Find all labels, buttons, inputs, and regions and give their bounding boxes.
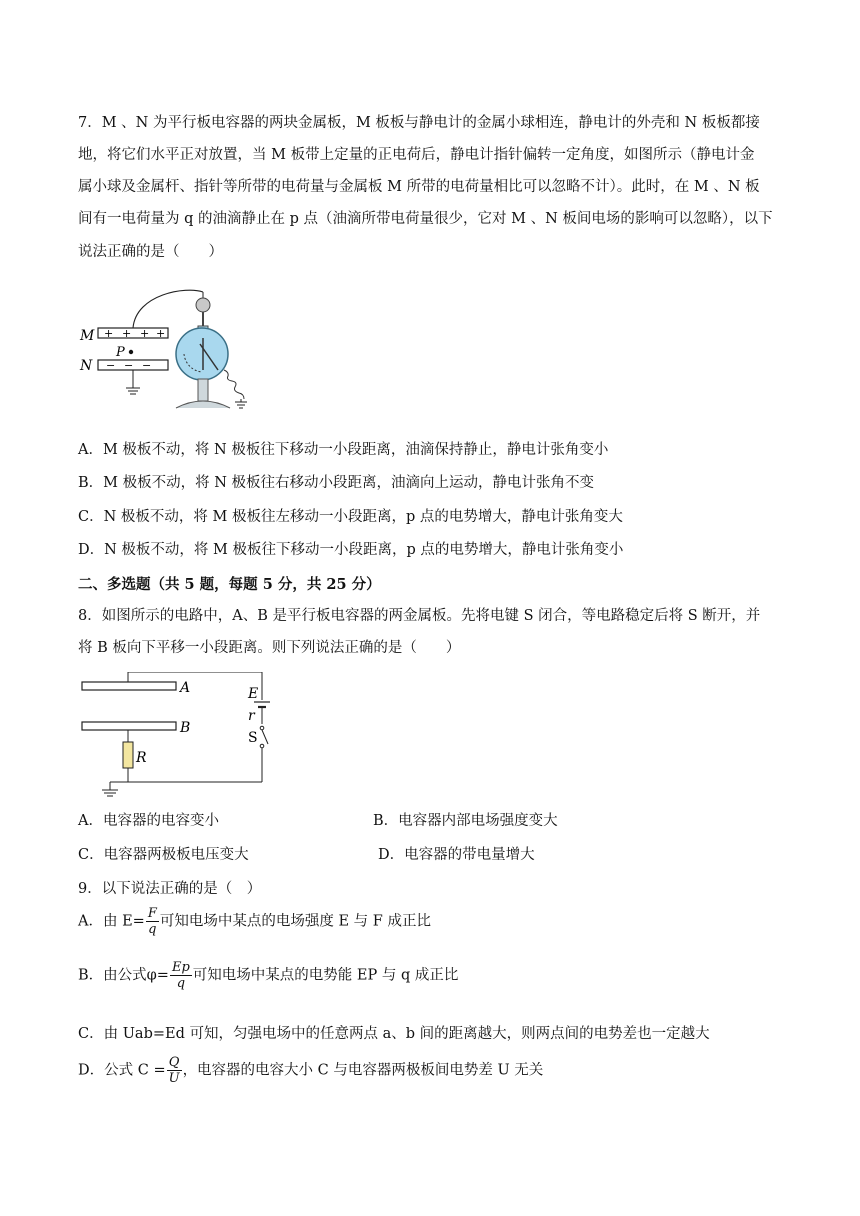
oil-drop	[129, 350, 133, 354]
fraction-numerator: F	[147, 906, 157, 921]
resistor-r	[123, 742, 133, 768]
q7-line-2: 地，将它们水平正对放置，当 M 板带上定量的正电荷后，静电计指针偏转一定角度，如图所示（静电计金	[78, 147, 755, 163]
q9-stem: 9．以下说法正确的是（ ）	[78, 881, 262, 897]
label-s: S	[248, 730, 258, 746]
svg-text:−: −	[142, 359, 152, 372]
svg-text:+: +	[156, 327, 166, 340]
switch	[262, 730, 268, 744]
svg-text:−: −	[106, 359, 116, 372]
q7-option-d: D．N 极板不动，将 M 极板往下移动一小段距离，p 点的电势增大，静电计张角变小	[78, 542, 624, 558]
label-n: N	[80, 358, 93, 374]
q9-option-d	[78, 1055, 543, 1086]
q7-line-3: 属小球及金属杆、指针等所带的电荷量与金属板 M 所带的电荷量相比可以忽略不计）。此时，在 M 、N 板	[78, 179, 760, 195]
label-p: P	[116, 345, 125, 360]
q7-line-4: 间有一电荷量为 q 的油滴静止在 p 点（油滴所带电荷量很少，它对 M 、N 板间电场的影响可以忽略），以下	[78, 211, 773, 227]
q7-option-b: B．M 极板不动，将 N 极板往右移动小段距离，油滴向上运动，静电计张角不变	[78, 475, 595, 491]
label-r: r	[248, 708, 255, 724]
q8-option-c: C．电容器两极板电压变大	[78, 847, 249, 863]
fraction-denominator: U	[168, 1071, 180, 1086]
label-resistor: R	[136, 750, 147, 766]
q9-a-suffix: 可知电场中某点的电场强度 E 与 F 成正比	[159, 913, 431, 930]
label-e: E	[248, 686, 259, 702]
electroscope-ball	[196, 298, 210, 312]
svg-text:+: +	[104, 327, 114, 340]
fraction-f-over-q	[146, 906, 159, 937]
section-heading: 二、多选题（共 5 题，每题 5 分，共 25 分）	[78, 576, 381, 593]
q7-option-c: C．N 极板不动，将 M 极板往左移动一小段距离，p 点的电势增大，静电计张角变大	[78, 509, 623, 525]
q7-line-1: 7．M 、N 为平行板电容器的两块金属板，M 板板与静电计的金属小球相连，静电计的外壳和 N 板板都接	[78, 115, 760, 131]
fraction-q-over-u	[167, 1055, 182, 1086]
q9-option-a	[78, 906, 431, 937]
plate-a	[82, 682, 176, 690]
q7-option-a: A．M 极板不动，将 N 极板往下移动一小段距离，油滴保持静止，静电计张角变小	[78, 442, 609, 458]
q8-option-b: B．电容器内部电场强度变大	[373, 813, 558, 829]
label-a: A	[180, 680, 191, 696]
q8-line-1: 8．如图所示的电路中，A、B 是平行板电容器的两金属板。先将电键 S 闭合，等电路稳定后将 S 断开，并	[78, 608, 761, 624]
fraction-numerator: Ep	[171, 960, 190, 975]
q8-option-d: D．电容器的带电量增大	[378, 847, 535, 863]
svg-text:+: +	[140, 327, 150, 340]
label-b: B	[180, 720, 191, 736]
circuit-figure	[76, 672, 276, 804]
q7-line-5: 说法正确的是（ ）	[78, 244, 223, 260]
q9-b-suffix: 可知电场中某点的电势能 EP 与 q 成正比	[192, 967, 459, 984]
fraction-denominator: q	[146, 921, 159, 937]
q8-option-a: A．电容器的电容变小	[78, 813, 219, 829]
q9-d-prefix: D．公式 C =	[78, 1062, 166, 1079]
svg-text:−: −	[124, 359, 134, 372]
svg-text:+: +	[122, 327, 132, 340]
fraction-numerator: Q	[168, 1055, 180, 1070]
electroscope-body	[176, 328, 228, 380]
fraction-denominator: q	[170, 975, 192, 991]
capacitor-electroscope-figure	[76, 284, 266, 418]
q8-line-2: 将 B 板向下平移一小段距离。则下列说法正确的是（ ）	[78, 640, 461, 656]
fraction-ep-over-q	[170, 960, 192, 991]
q9-a-prefix: A．由 E=	[78, 913, 145, 930]
q9-option-c: C．由 Uab=Ed 可知，匀强电场中的任意两点 a、b 间的距离越大，则两点间的电势差也一定越大	[78, 1026, 710, 1042]
q9-b-prefix: B．由公式φ=	[78, 967, 169, 984]
q9-option-b	[78, 960, 458, 991]
plate-b	[82, 722, 176, 730]
q9-d-suffix: ，电容器的电容大小 C 与电容器两极板间电势差 U 无关	[182, 1062, 544, 1079]
label-m: M	[80, 328, 95, 344]
